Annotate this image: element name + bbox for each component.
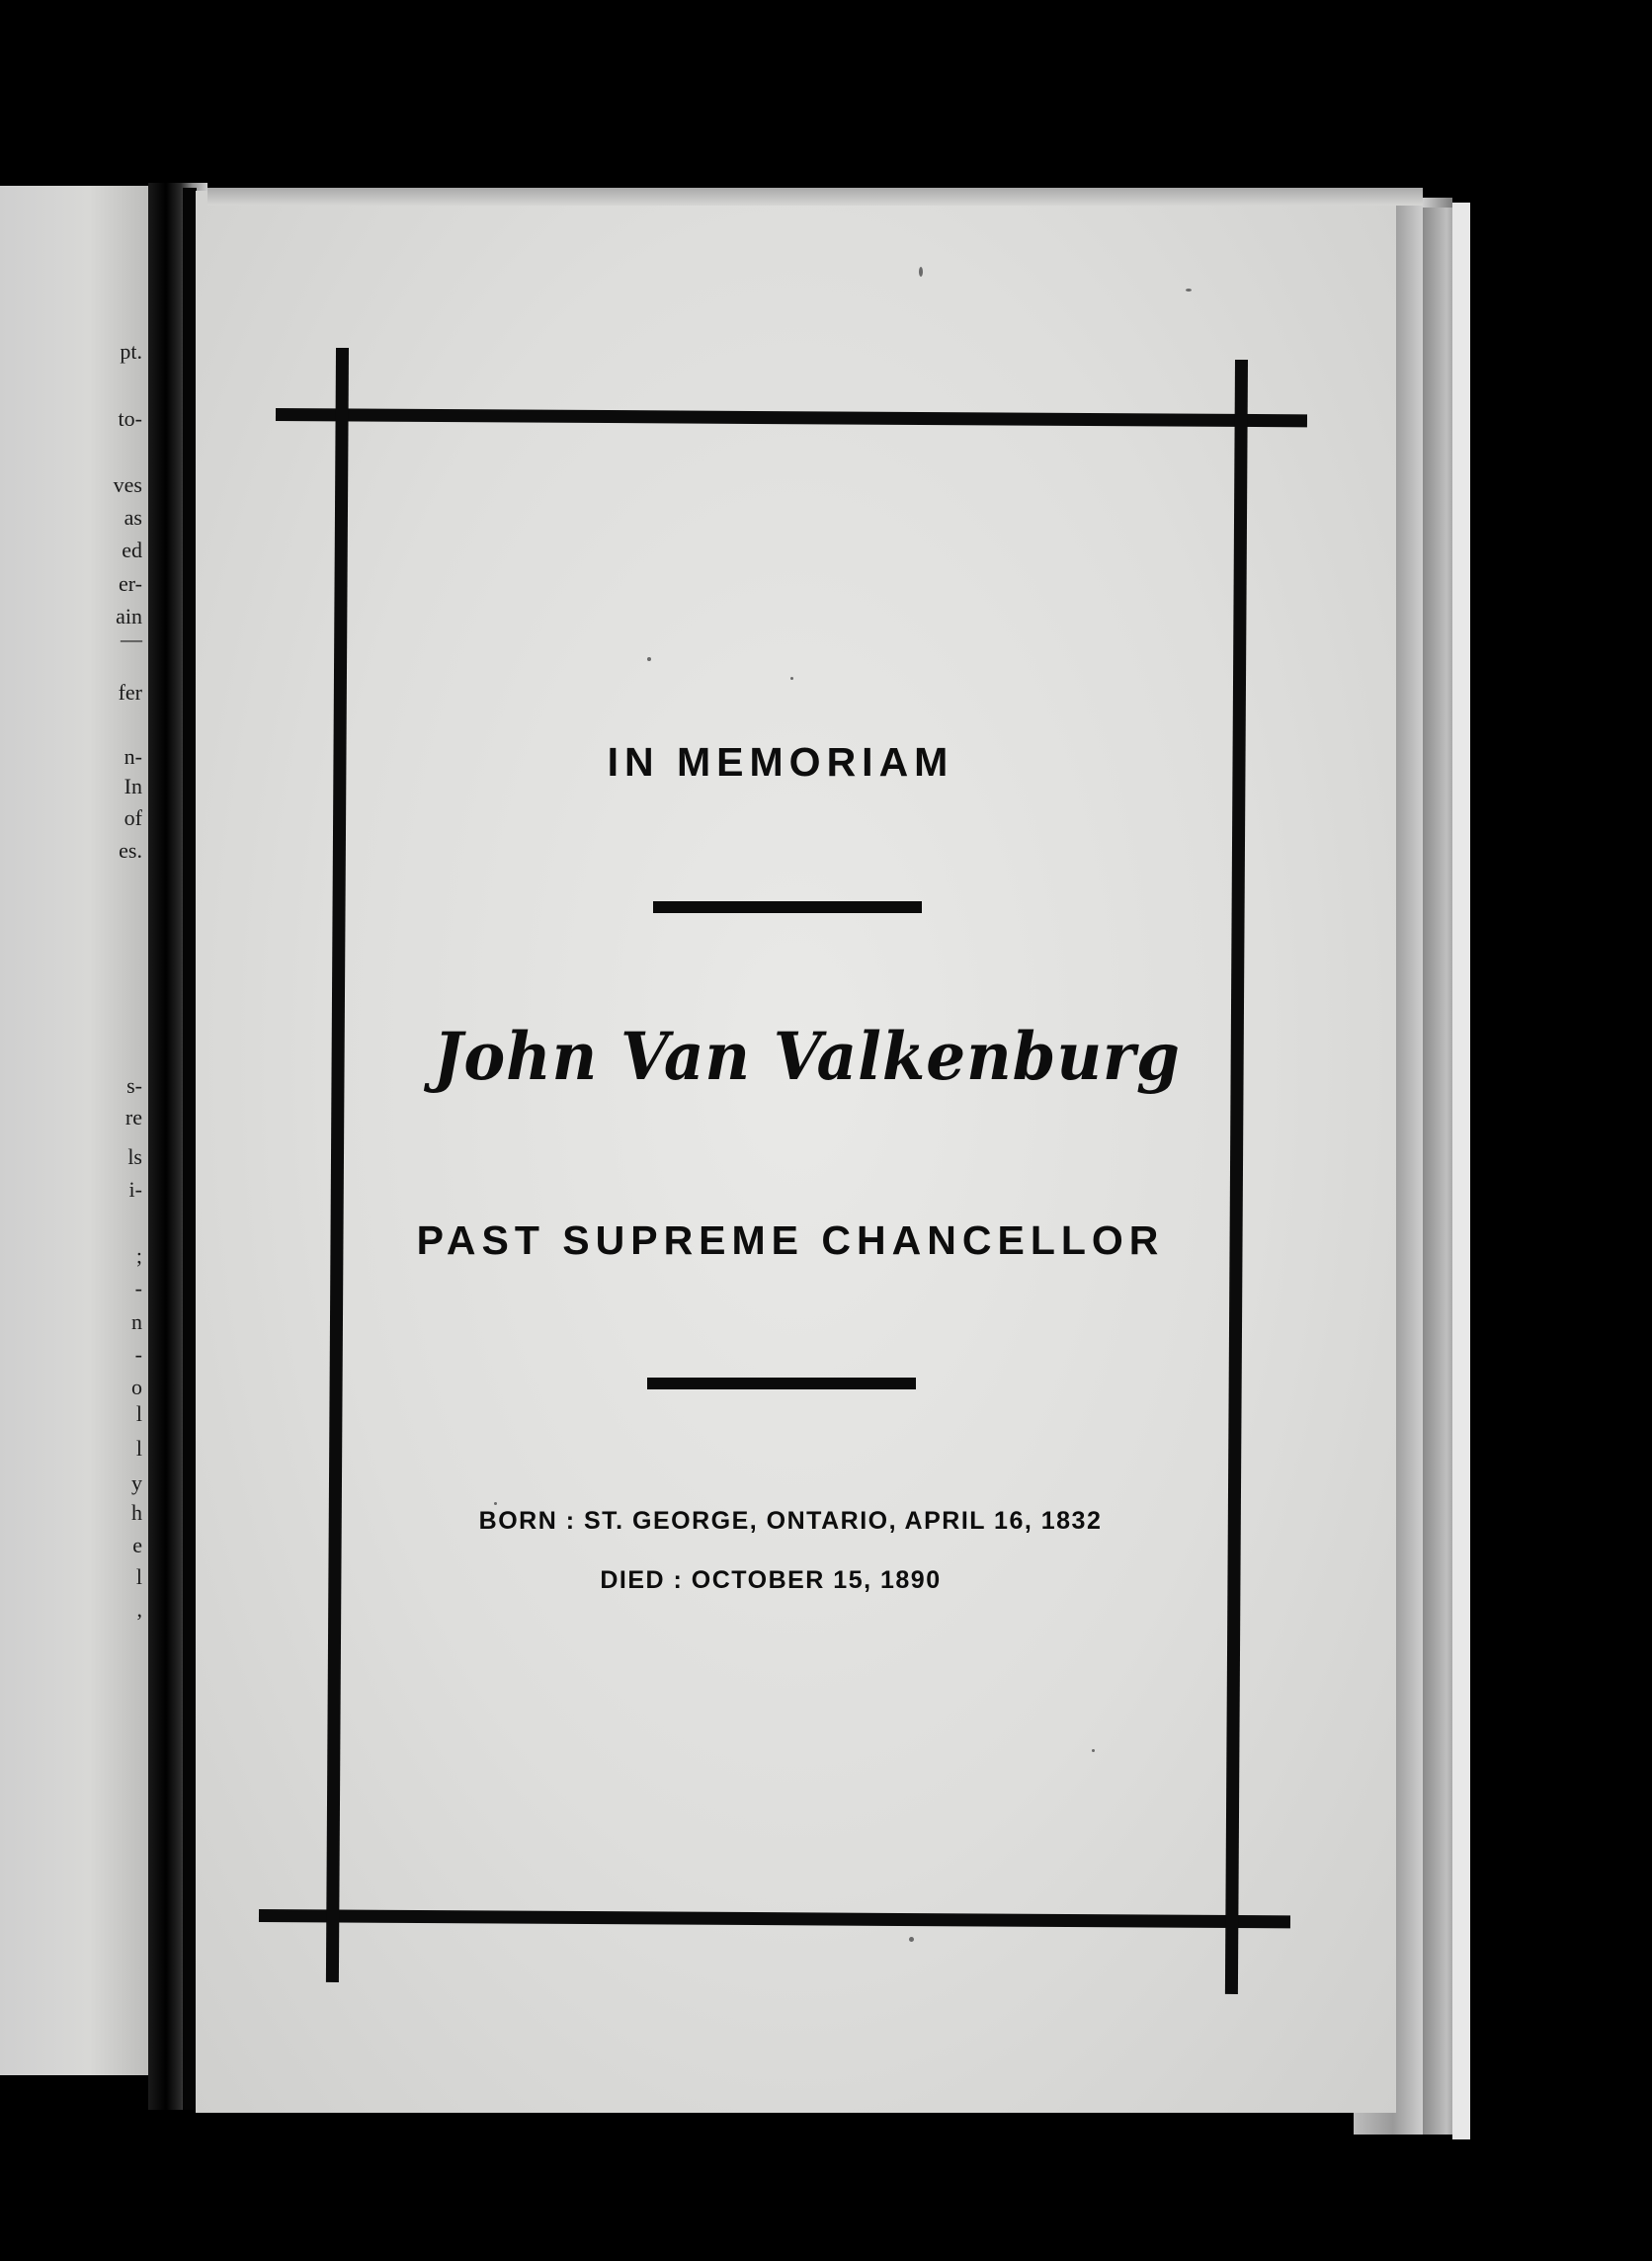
previous-page-text-fragment: ves [113, 472, 142, 497]
previous-page-text-fragment: s- [126, 1073, 142, 1098]
previous-page-text-fragment: ls [127, 1144, 142, 1169]
paper-speck [494, 1502, 497, 1505]
previous-page-text-fragment: ; [135, 1243, 142, 1268]
previous-page-text-fragment: - [134, 1276, 142, 1300]
deceased-title: PAST SUPREME CHANCELLOR [416, 1217, 1165, 1263]
paper-speck [1092, 1749, 1095, 1752]
previous-page-text-fragment: re [124, 1105, 142, 1130]
previous-page-fragment [0, 186, 148, 2075]
previous-page-text-fragment: n [131, 1309, 142, 1334]
previous-page-text-fragment: - [134, 1342, 142, 1367]
previous-page-text-fragment: fer [118, 680, 142, 705]
paper-speck [909, 1937, 914, 1942]
memorial-page [196, 191, 1396, 2113]
paper-speck [1186, 289, 1192, 292]
previous-page-text-fragment: y [131, 1470, 142, 1495]
divider-rule-upper [653, 901, 922, 913]
previous-page-text-fragment: In [124, 774, 142, 798]
previous-page-text-fragment: as [124, 505, 142, 530]
paper-speck [790, 677, 793, 680]
gutter-shadow-line [183, 188, 197, 2110]
birth-line: BORN : ST. GEORGE, ONTARIO, APRIL 16, 1832 [478, 1507, 1103, 1535]
previous-page-text-fragment: ed [122, 538, 142, 562]
previous-page-text-fragment: ain [116, 604, 142, 628]
previous-page-text-fragment: to- [118, 406, 142, 431]
previous-page-text-fragment: l [135, 1436, 142, 1461]
previous-page-text-fragment: es. [119, 838, 142, 863]
deceased-name: John Van Valkenburg [433, 1018, 1181, 1095]
previous-page-text-fragment: h [131, 1500, 142, 1525]
previous-page-text-fragment: l [135, 1401, 142, 1426]
previous-page-text-fragment: , [136, 1597, 142, 1622]
previous-page-text-fragment: l [135, 1564, 142, 1589]
paper-speck [919, 267, 923, 277]
previous-page-text-fragment: e [132, 1533, 142, 1557]
previous-page-text-fragment: o [131, 1375, 142, 1399]
page-stack-edge-highlight [1452, 203, 1470, 2139]
previous-page-text-fragment: of [124, 805, 142, 830]
previous-page-text-fragment: er- [119, 571, 142, 596]
page-top-edge [207, 188, 1423, 206]
paper-speck [647, 657, 651, 661]
previous-page-text-fragment: n- [124, 744, 142, 769]
memorial-heading: IN MEMORIAM [607, 739, 954, 785]
death-line: DIED : OCTOBER 15, 1890 [600, 1566, 942, 1594]
previous-page-text-fragment: — [121, 627, 142, 651]
previous-page-text-fragment: pt. [120, 339, 142, 364]
previous-page-text-fragment: i- [128, 1177, 142, 1202]
divider-rule-lower [647, 1378, 916, 1389]
